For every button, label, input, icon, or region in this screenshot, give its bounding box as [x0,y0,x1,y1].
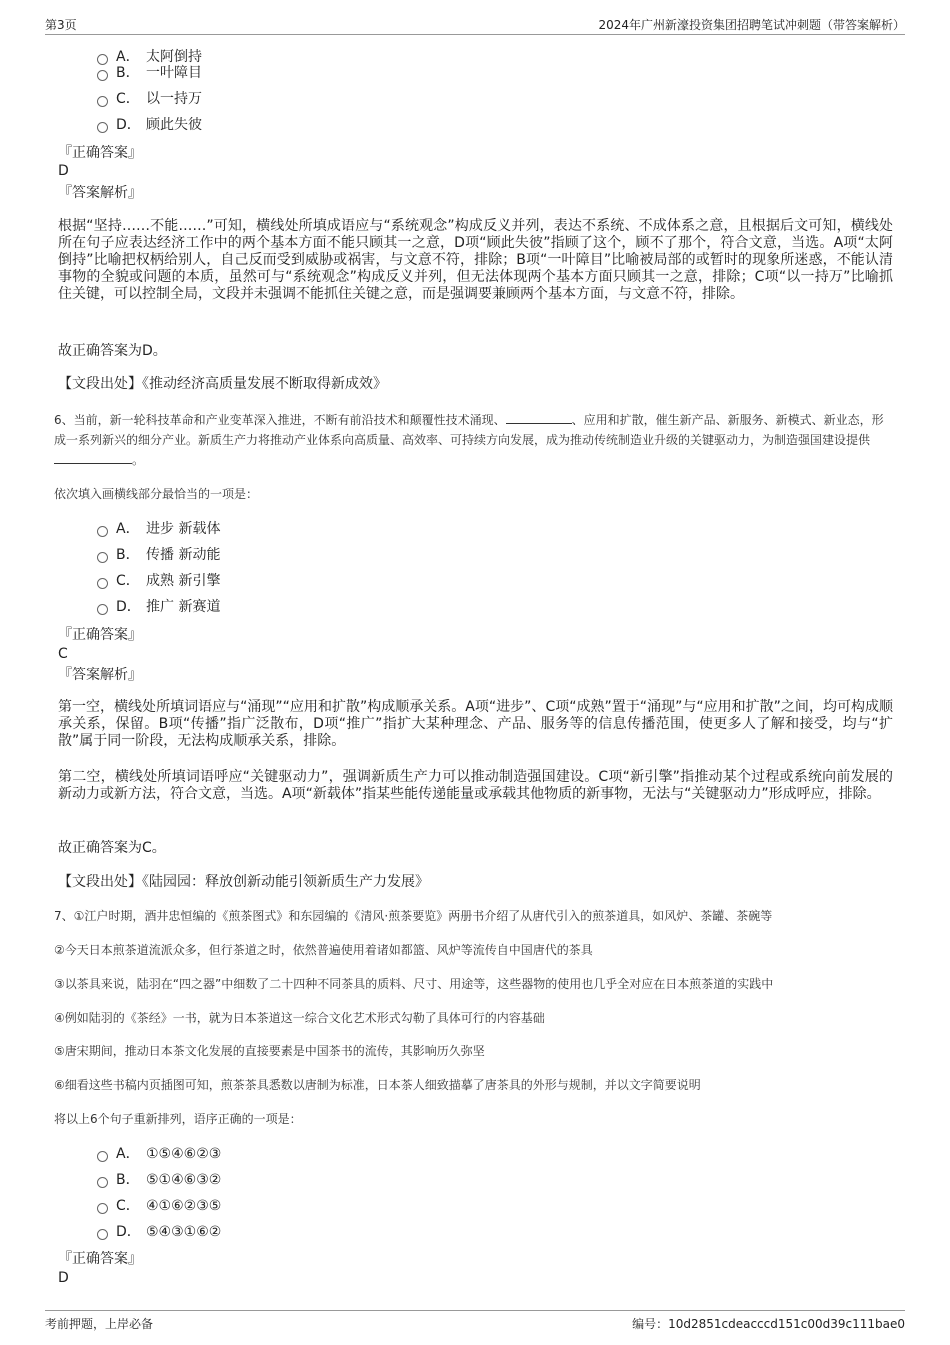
page-footer [45,1310,905,1335]
q7-option-a[interactable]: A． ①⑤④⑥②③ [97,1144,221,1164]
q5-answer-label: 『正确答案』 [58,145,142,161]
radio-icon[interactable] [97,1151,108,1162]
q6-conclusion: 故正确答案为C。 [58,840,166,856]
q6-analysis-label: 『答案解析』 [58,667,142,683]
q6-source: 【文段出处】《陆园园：释放创新动能引领新质生产力发展》 [58,874,429,890]
q7-option-b[interactable]: B． ⑤①④⑥③② [97,1170,221,1190]
q6-blank-2 [54,451,132,464]
document-title: 2024年广州新濠投资集团招聘笔试冲刺题（带答案解析） [598,18,905,32]
q6-option-a[interactable]: A． 进步 新载体 [97,519,220,539]
q6-answer-label: 『正确答案』 [58,627,142,643]
q6-stem: 6、当前，新一轮科技革命和产业变革深入推进，不断有前沿技术和颠覆性技术涌现、 、应用和扩散，催生新产品、新服务、新模式、新业态，形成一系列新兴的细分产业。新质生产力将推动产业体系向高质量、高效率、可持续方向发展，成为推动传统制造业升级的关键驱动力，为制造强国建设提供。 [54,413,884,467]
q6-analysis-1: 第一空，横线处所填词语应与“涌现”“应用和扩散”构成顺承关系。A项“进步”、C项“成熟”置于“涌现”与“应用和扩散”之间，均可构成顺承关系，保留。B项“传播”指广泛散布，D项“推广”指扩大某种理念、产品、服务等的信息传播范围，使更多人了解和接受，均与“扩散”属于同一阶段，无法构成顺承关系，排除。 [58,699,893,749]
q5-option-d[interactable]: D． 顾此失彼 [97,115,202,135]
radio-icon[interactable] [97,96,108,107]
q6-option-c[interactable]: C． 成熟 新引擎 [97,571,220,591]
radio-icon[interactable] [97,1177,108,1188]
q7-sentence-1: 7、①江户时期，酒井忠恒编的《煎茶图式》和东园编的《清风·煎茶要览》两册书介绍了从唐代引入的煎茶道具，如风炉、茶罐、茶碗等 [54,909,773,923]
radio-icon[interactable] [97,526,108,537]
q7-option-d[interactable]: D． ⑤④③①⑥② [97,1222,221,1242]
q7-sentence-3: ③以茶具来说，陆羽在“四之器”中细数了二十四种不同茶具的质料、尺寸、用途等，这些器物的使用也几乎全对应在日本煎茶道的实践中 [54,977,774,991]
page-number: 第3页 [45,18,77,32]
q5-option-a[interactable]: A． 太阿倒持 [97,47,202,67]
radio-icon[interactable] [97,1203,108,1214]
q5-analysis: 根据“坚持……不能……”可知，横线处所填成语应与“系统观念”构成反义并列，表达不系统、不成体系之意，且根据后文可知，横线处所在句子应表达经济工作中的两个基本方面不能只顾其一之意，D项“顾此失彼”指顾了这个，顾不了那个，符合文意，当选。A项“太阿倒持”比喻把权柄给别人，自己反而受到威胁或祸害，与文意不符，排除；B项“一叶障目”比喻被局部的或暂时的现象所迷惑，不能认清事物的全貌或问题的本质，虽然可与“系统观念”构成反义并列，但无法体现两个基本方面只顾其一之意，排除；C项“以一持万”比喻抓住关键，可以控制全局，文段并未强调不能抓住关键之意，而是强调要兼顾两个基本方面，与文意不符，排除。 [58,218,893,302]
radio-icon[interactable] [97,552,108,563]
q7-sentence-4: ④例如陆羽的《茶经》一书，就为日本茶道这一综合文化艺术形式勾勒了具体可行的内容基础 [54,1011,545,1025]
document-id: 编号：10d2851cdeacccd151c00d39c111bae0 [632,1317,905,1331]
q7-answer: D [58,1270,69,1286]
page-header [45,16,905,35]
radio-icon[interactable] [97,578,108,589]
q6-blank-1 [506,411,572,424]
q7-option-c[interactable]: C． ④①⑥②③⑤ [97,1196,221,1216]
q5-source: 【文段出处】《推动经济高质量发展不断取得新成效》 [58,376,387,392]
q6-prompt: 依次填入画横线部分最恰当的一项是： [54,487,259,501]
q7-prompt: 将以上6个句子重新排列，语序正确的一项是： [54,1112,302,1126]
q6-option-d[interactable]: D． 推广 新赛道 [97,597,220,617]
q7-sentence-2: ②今天日本煎茶道流派众多，但行茶道之时，依然普遍使用着诸如都篮、风炉等流传自中国唐代的茶具 [54,943,593,957]
radio-icon[interactable] [97,70,108,81]
q5-option-b[interactable]: B． 一叶障目 [97,63,202,83]
q5-conclusion: 故正确答案为D。 [58,343,167,359]
q5-option-c[interactable]: C． 以一持万 [97,89,202,109]
q6-option-b[interactable]: B． 传播 新动能 [97,545,220,565]
radio-icon[interactable] [97,1229,108,1240]
q6-analysis-2: 第二空，横线处所填词语呼应“关键驱动力”，强调新质生产力可以推动制造强国建设。C项“新引擎”指推动某个过程或系统向前发展的新动力或新方法，符合文意，当选。A项“新载体”指某些能传递能量或承载其他物质的新事物，无法与“关键驱动力”形成呼应，排除。 [58,769,893,802]
radio-icon[interactable] [97,604,108,615]
q7-sentence-6: ⑥细看这些书稿内页插图可知，煎茶茶具悉数以唐制为标准，日本茶人细致描摹了唐茶具的外形与规制，并以文字简要说明 [54,1078,701,1092]
footer-slogan: 考前押题，上岸必备 [45,1317,154,1331]
radio-icon[interactable] [97,122,108,133]
q5-answer: D [58,163,69,179]
q5-analysis-label: 『答案解析』 [58,185,142,201]
q7-answer-label: 『正确答案』 [58,1251,142,1267]
q7-sentence-5: ⑤唐宋期间，推动日本茶文化发展的直接要素是中国茶书的流传，其影响历久弥坚 [54,1044,485,1058]
q6-answer: C [58,646,68,662]
